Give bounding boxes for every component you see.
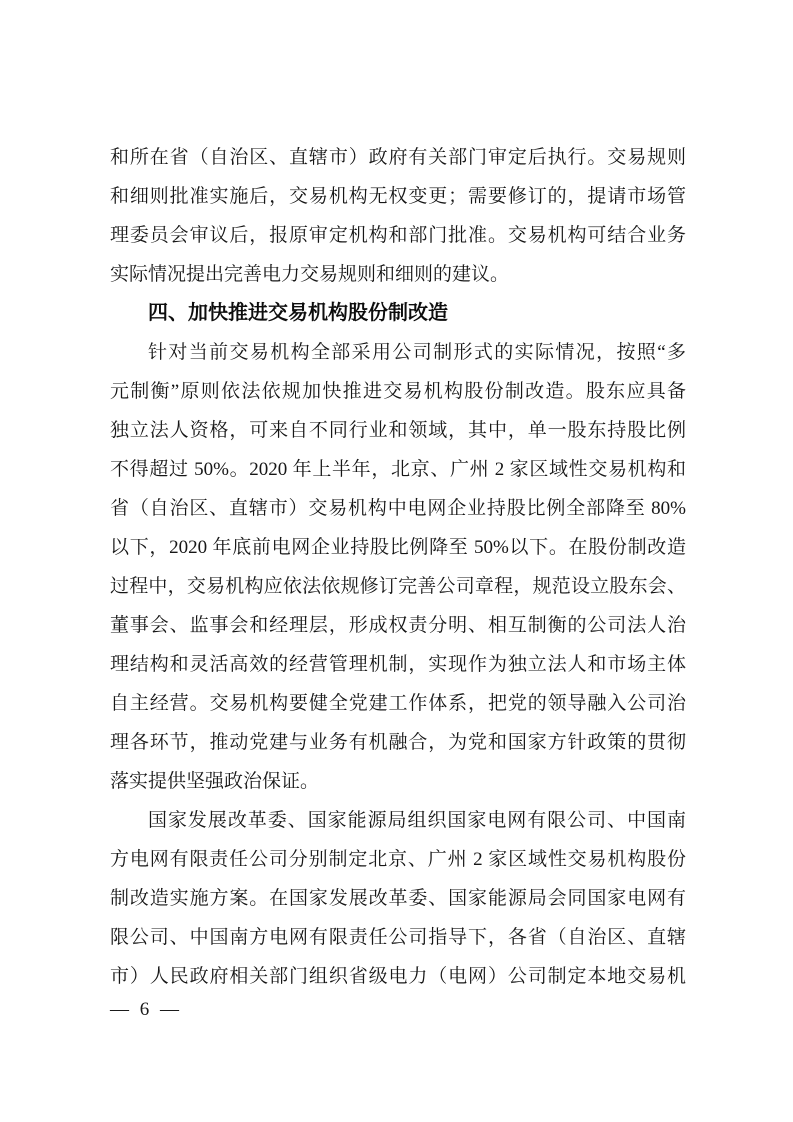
text-line: 理各环节，推动党建与业务有机融合，为党和国家方针政策的贯彻 — [110, 732, 686, 753]
text-line: 理委员会审议后，报原审定机构和部门批准。交易机构可结合业务 — [110, 225, 686, 246]
text-line: 独立法人资格，可来自不同行业和领域，其中，单一股东持股比例 — [110, 420, 686, 441]
document-text-block — [110, 138, 686, 996]
text-line: 落实提供坚强政治保证。 — [110, 771, 320, 792]
text-line: 过程中，交易机构应依法依规修订完善公司章程，规范设立股东会、 — [110, 576, 686, 597]
text-line: 和细则批准实施后，交易机构无权变更；需要修订的，提请市场管 — [110, 186, 686, 207]
text-line: 省（自治区、直辖市）交易机构中电网企业持股比例全部降至 80% — [110, 498, 686, 519]
text-line: 针对当前交易机构全部采用公司制形式的实际情况，按照“多 — [148, 342, 686, 363]
page-number: — 6 — — [110, 999, 182, 1020]
section-heading: 四、加快推进交易机构股份制改造 — [148, 302, 448, 324]
text-line: 以下，2020 年底前电网企业持股比例降至 50%以下。在股份制改造 — [110, 537, 686, 558]
text-line: 制改造实施方案。在国家发展改革委、国家能源局会同国家电网有 — [110, 888, 686, 909]
text-line: 市）人民政府相关部门组织省级电力（电网）公司制定本地交易机 — [110, 966, 686, 987]
text-line: 和所在省（自治区、直辖市）政府有关部门审定后执行。交易规则 — [110, 147, 686, 168]
text-line: 董事会、监事会和经理层，形成权责分明、相互制衡的公司法人治 — [110, 615, 686, 636]
text-line: 元制衡”原则依法依规加快推进交易机构股份制改造。股东应具备 — [110, 381, 686, 402]
text-line: 方电网有限责任公司分别制定北京、广州 2 家区域性交易机构股份 — [110, 849, 686, 870]
text-line: 理结构和灵活高效的经营管理机制，实现作为独立法人和市场主体 — [110, 654, 686, 675]
text-line: 实际情况提出完善电力交易规则和细则的建议。 — [110, 264, 510, 285]
text-line: 限公司、中国南方电网有限责任公司指导下，各省（自治区、直辖 — [110, 927, 686, 948]
text-line: 不得超过 50%。2020 年上半年，北京、广州 2 家区域性交易机构和 — [110, 459, 686, 480]
text-line: 国家发展改革委、国家能源局组织国家电网有限公司、中国南 — [148, 810, 686, 831]
text-line: 自主经营。交易机构要健全党建工作体系，把党的领导融入公司治 — [110, 693, 686, 714]
